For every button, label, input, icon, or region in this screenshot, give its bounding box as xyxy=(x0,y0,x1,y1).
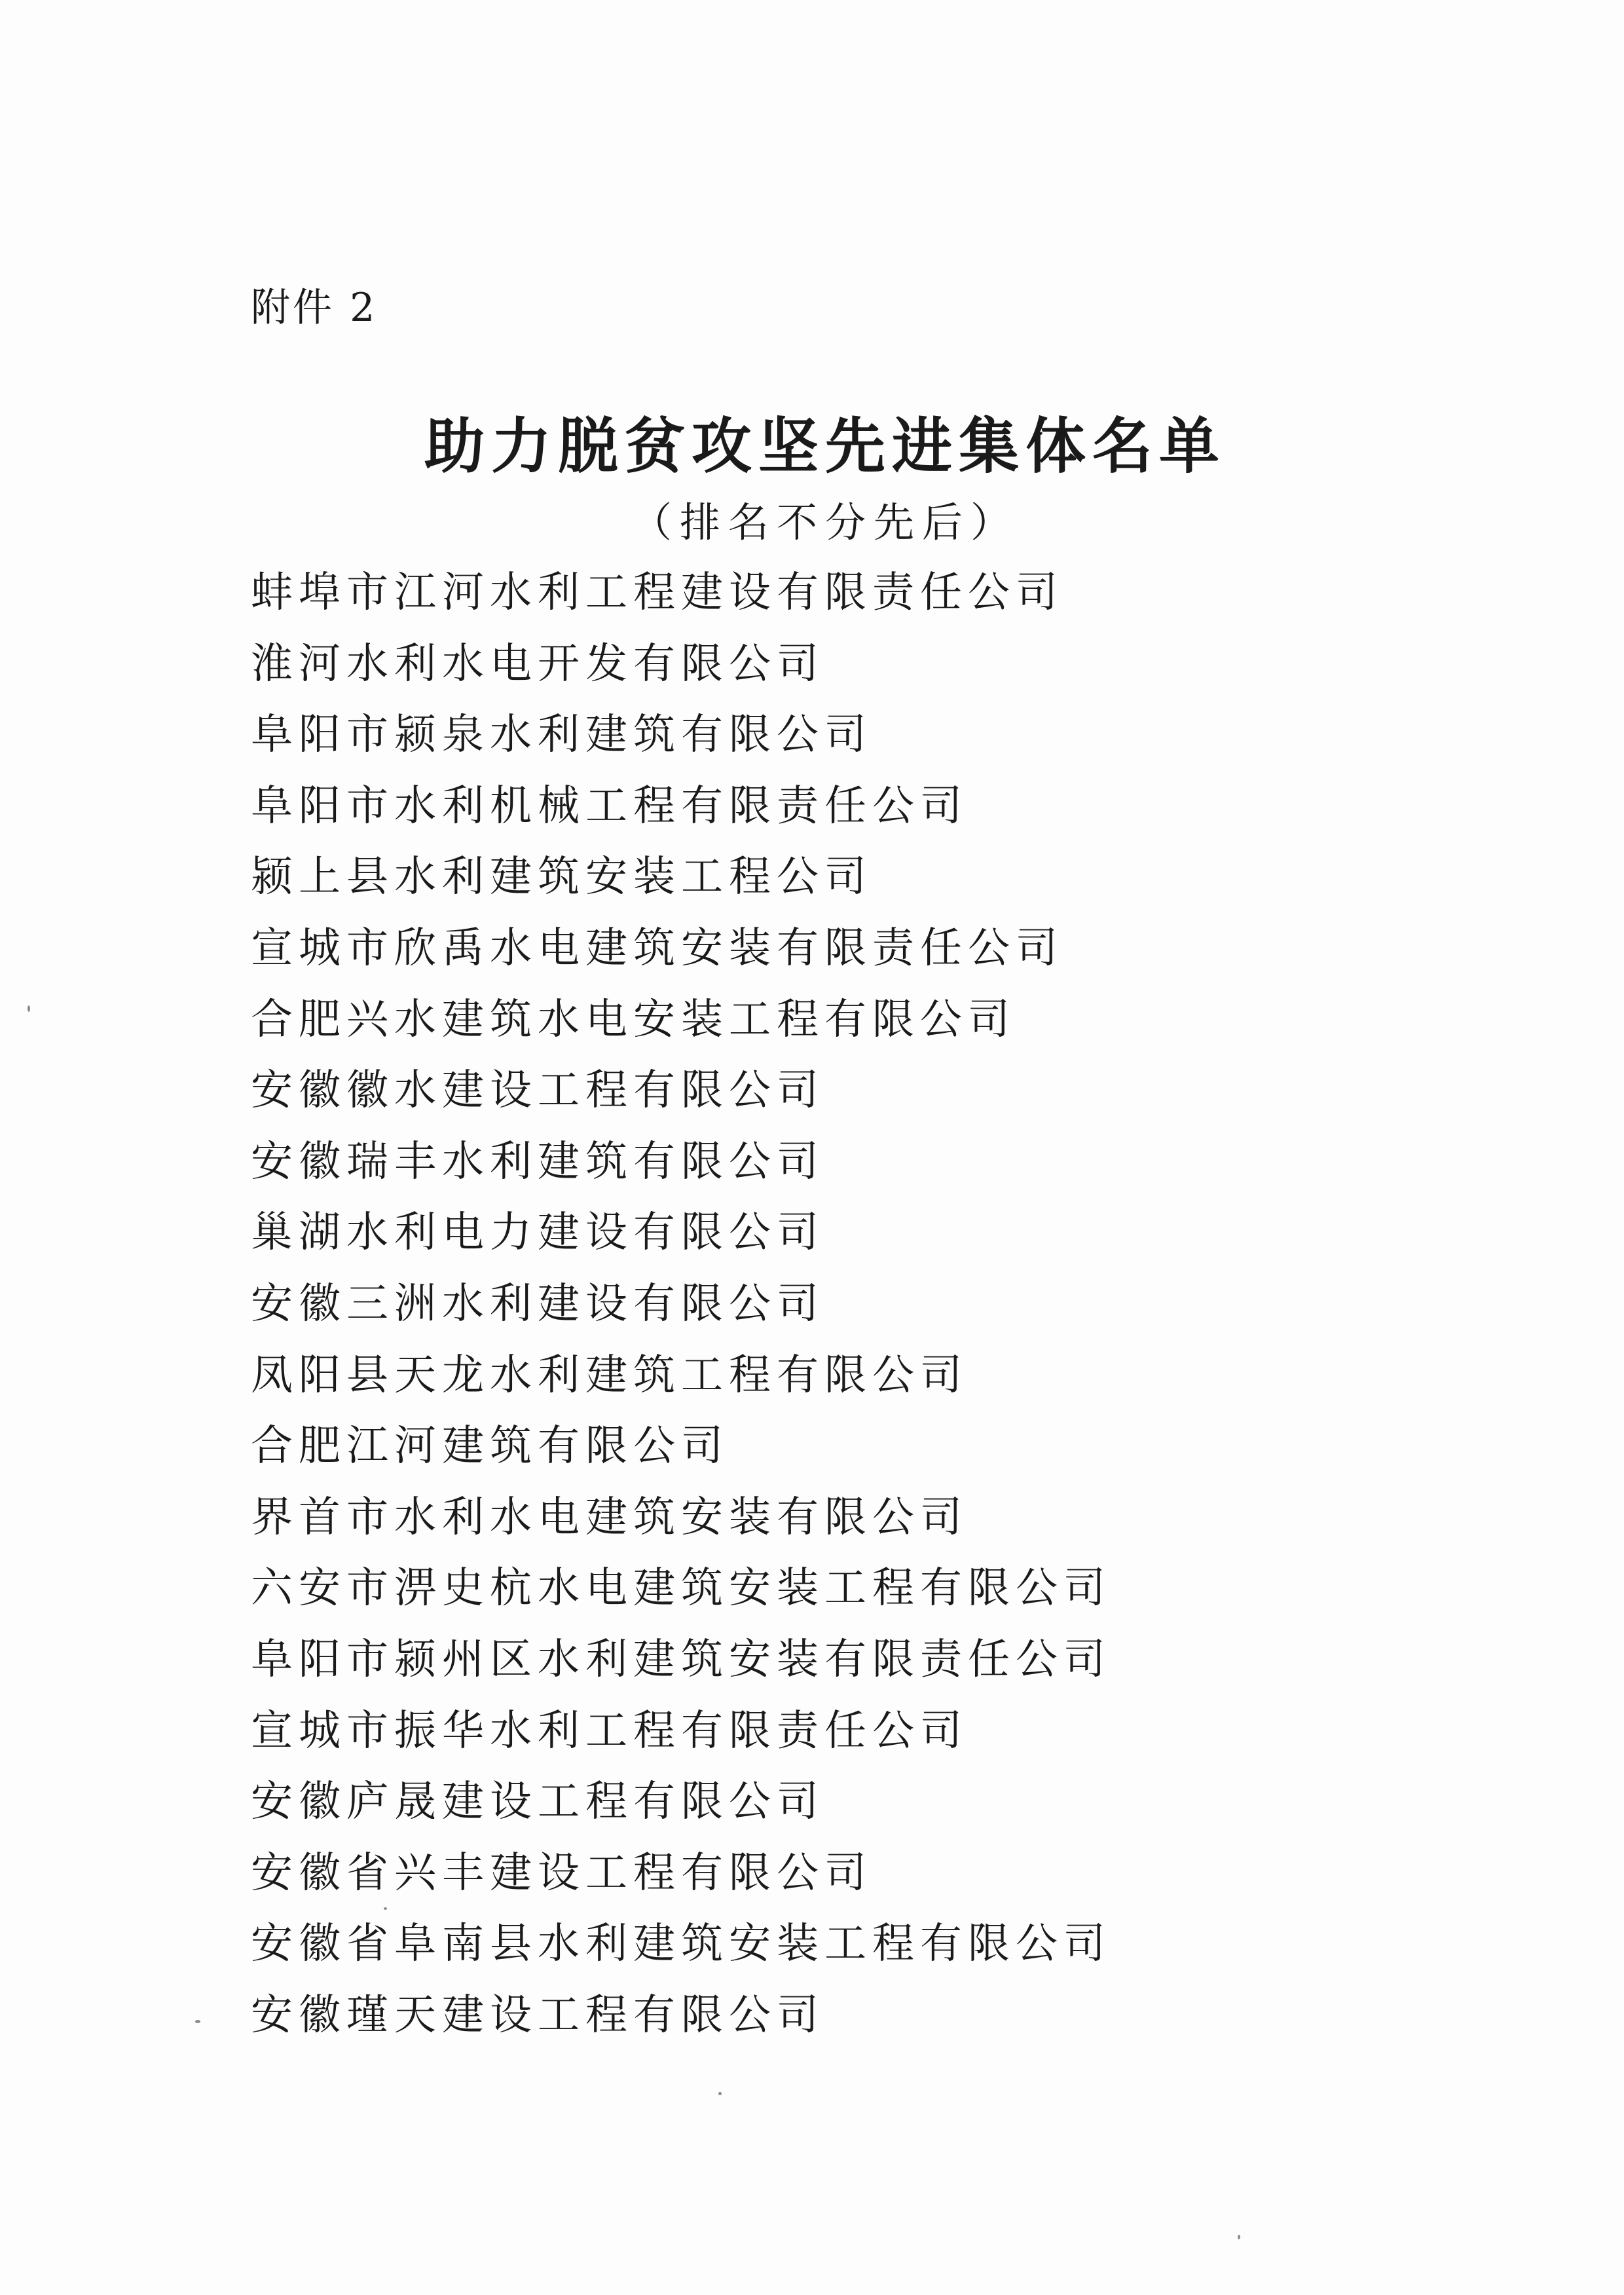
list-item: 合肥江河建筑有限公司 xyxy=(251,1422,729,1471)
scan-speck xyxy=(718,2092,722,2095)
scan-speck xyxy=(1238,2235,1240,2239)
list-item: 安徽省兴丰建设工程有限公司 xyxy=(251,1848,872,1897)
list-item: 颍上县水利建筑安装工程公司 xyxy=(251,853,872,902)
list-item: 安徽瑞丰水利建筑有限公司 xyxy=(251,1137,824,1186)
list-item: 安徽三洲水利建设有限公司 xyxy=(251,1279,824,1328)
list-item: 六安市淠史杭水电建筑安装工程有限公司 xyxy=(251,1564,1111,1613)
list-item: 安徽省阜南县水利建筑安装工程有限公司 xyxy=(251,1920,1111,1969)
list-item: 宣城市振华水利工程有限责任公司 xyxy=(251,1706,968,1755)
list-item: 安徽徽水建设工程有限公司 xyxy=(251,1066,824,1115)
list-item: 宣城市欣禹水电建筑安装有限责任公司 xyxy=(251,924,1063,973)
list-item: 阜阳市颍泉水利建筑有限公司 xyxy=(251,711,872,760)
page-subtitle: （排名不分先后） xyxy=(631,498,1019,546)
list-item: 合肥兴水建筑水电安装工程有限公司 xyxy=(251,995,1016,1044)
list-item: 安徽瑾天建设工程有限公司 xyxy=(251,1990,824,2040)
list-item: 阜阳市颍州区水利建筑安装有限责任公司 xyxy=(251,1635,1111,1684)
list-item: 阜阳市水利机械工程有限责任公司 xyxy=(251,781,968,830)
list-item: 安徽庐晟建设工程有限公司 xyxy=(251,1778,824,1827)
attachment-label: 附件 2 xyxy=(251,285,378,331)
list-item: 凤阳县天龙水利建筑工程有限公司 xyxy=(251,1351,968,1400)
scan-speck xyxy=(384,1907,387,1910)
unit-list xyxy=(251,565,1111,2058)
list-item: 巢湖水利电力建设有限公司 xyxy=(251,1208,824,1258)
list-item: 淮河水利水电开发有限公司 xyxy=(251,639,824,688)
scan-speck xyxy=(28,1005,30,1012)
list-item: 界首市水利水电建筑安装有限公司 xyxy=(251,1493,968,1542)
list-item: 蚌埠市江河水利工程建设有限责任公司 xyxy=(251,569,1063,617)
page-title: 助力脱贫攻坚先进集体名单 xyxy=(424,411,1226,481)
scan-speck xyxy=(195,2020,200,2023)
